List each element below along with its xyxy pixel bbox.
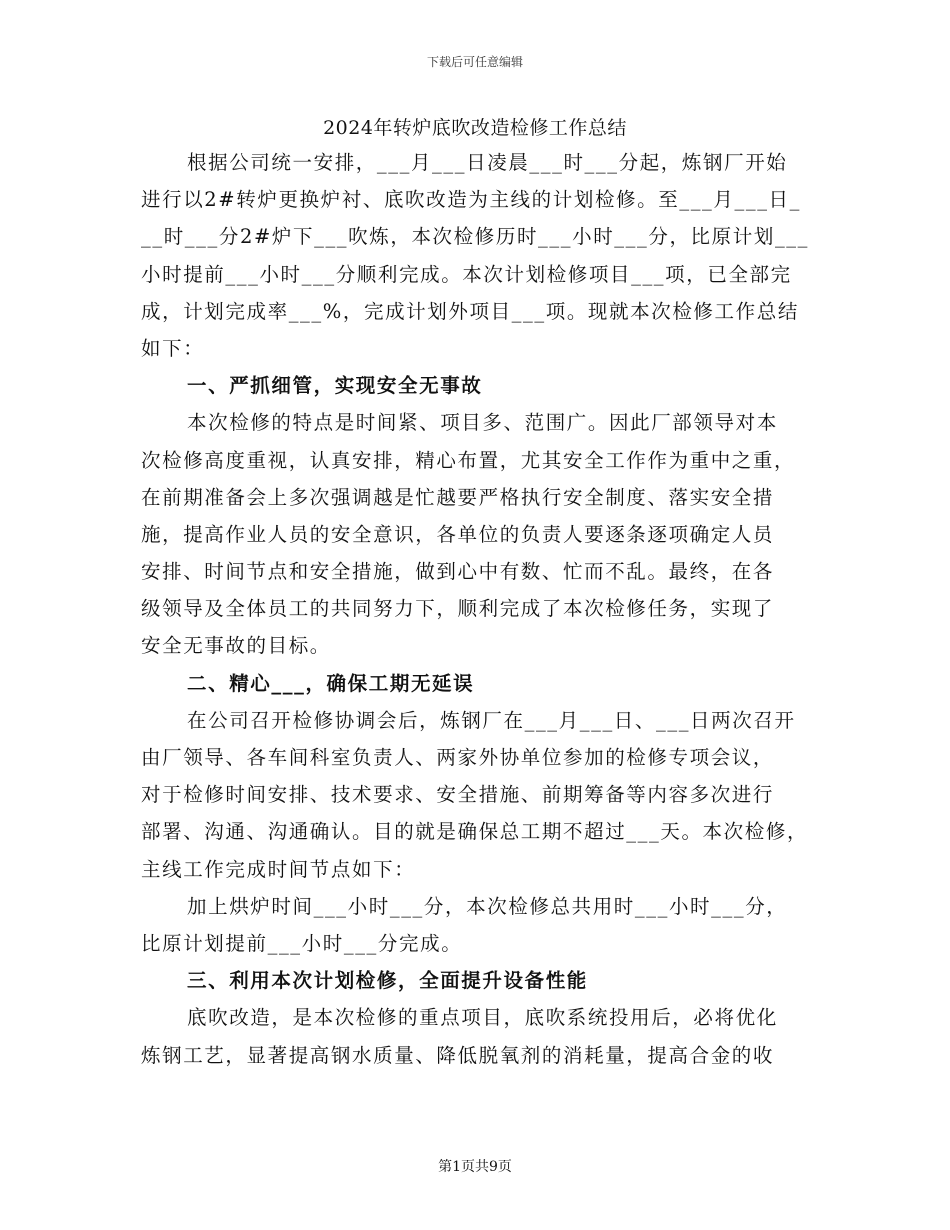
paragraph-line: 加上烘炉时间___小时___分，本次检修总共用时___小时___分， <box>187 894 788 918</box>
page-header: 下载后可任意编辑 <box>426 55 523 69</box>
section-heading-1: 一、严抓细管，实现安全无事故 <box>187 374 483 398</box>
paragraph-line: 如下： <box>141 336 205 360</box>
paragraph-line: 对于检修时间安排、技术要求、安全措施、前期筹备等内容多次进行 <box>141 783 775 807</box>
page-footer: 第1页共9页 <box>438 1159 512 1175</box>
paragraph-line: 比原计划提前___小时___分完成。 <box>141 931 463 955</box>
section-heading-2: 二、精心___，确保工期无延误 <box>187 671 475 695</box>
paragraph-line: 安全无事故的目标。 <box>141 634 331 658</box>
paragraph-line: 根据公司统一安排，___月___日凌晨___时___分起，炼钢厂开始 <box>187 151 788 174</box>
paragraph-line: 级领导及全体员工的共同努力下，顺利完成了本次检修任务，实现了 <box>141 597 775 621</box>
paragraph-line: 次检修高度重视，认真安排，精心布置，尤其安全工作作为重中之重， <box>141 448 796 472</box>
paragraph-line: 炼钢工艺，显著提高钢水质量、降低脱氧剂的消耗量，提高合金的收 <box>141 1043 775 1067</box>
paragraph-line: 本次检修的特点是时间紧、项目多、范围广。因此厂部领导对本 <box>187 411 778 435</box>
paragraph-line: 成，计划完成率___%，完成计划外项目___项。现就本次检修工作总结 <box>141 299 799 323</box>
paragraph-line: 安排、时间节点和安全措施，做到心中有数、忙而不乱。最终，在各 <box>141 560 775 584</box>
paragraph-line: 由厂领导、各车间科室负责人、两家外协单位参加的检修专项会议， <box>141 746 775 769</box>
document-body <box>141 148 821 1078</box>
paragraph-line: 部署、沟通、沟通确认。目的就是确保总工期不超过___天。本次检修， <box>141 820 809 844</box>
paragraph-line: 在公司召开检修协调会后，炼钢厂在___月___日、___日两次召开 <box>187 708 796 732</box>
paragraph-line: 在前期准备会上多次强调越是忙越要严格执行安全制度、落实安全措 <box>141 485 775 509</box>
section-heading-3: 三、利用本次计划检修，全面提升设备性能 <box>187 969 588 993</box>
document-title: 2024年转炉底吹改造检修工作总结 <box>323 117 627 139</box>
paragraph-line: __时___分2#炉下___吹炼，本次检修历时___小时___分，比原计划___ <box>141 225 809 249</box>
paragraph-line: 主线工作完成时间节点如下： <box>141 857 416 881</box>
paragraph-line: 底吹改造，是本次检修的重点项目，底吹系统投用后，必将优化 <box>187 1006 778 1030</box>
paragraph-line: 进行以2#转炉更换炉衬、底吹改造为主线的计划检修。至___月___日_ <box>141 188 801 212</box>
paragraph-line: 小时提前___小时___分顺利完成。本次计划检修项目___项，已全部完 <box>141 262 792 286</box>
paragraph-line: 施，提高作业人员的安全意识，各单位的负责人要逐条逐项确定人员 <box>141 522 775 546</box>
